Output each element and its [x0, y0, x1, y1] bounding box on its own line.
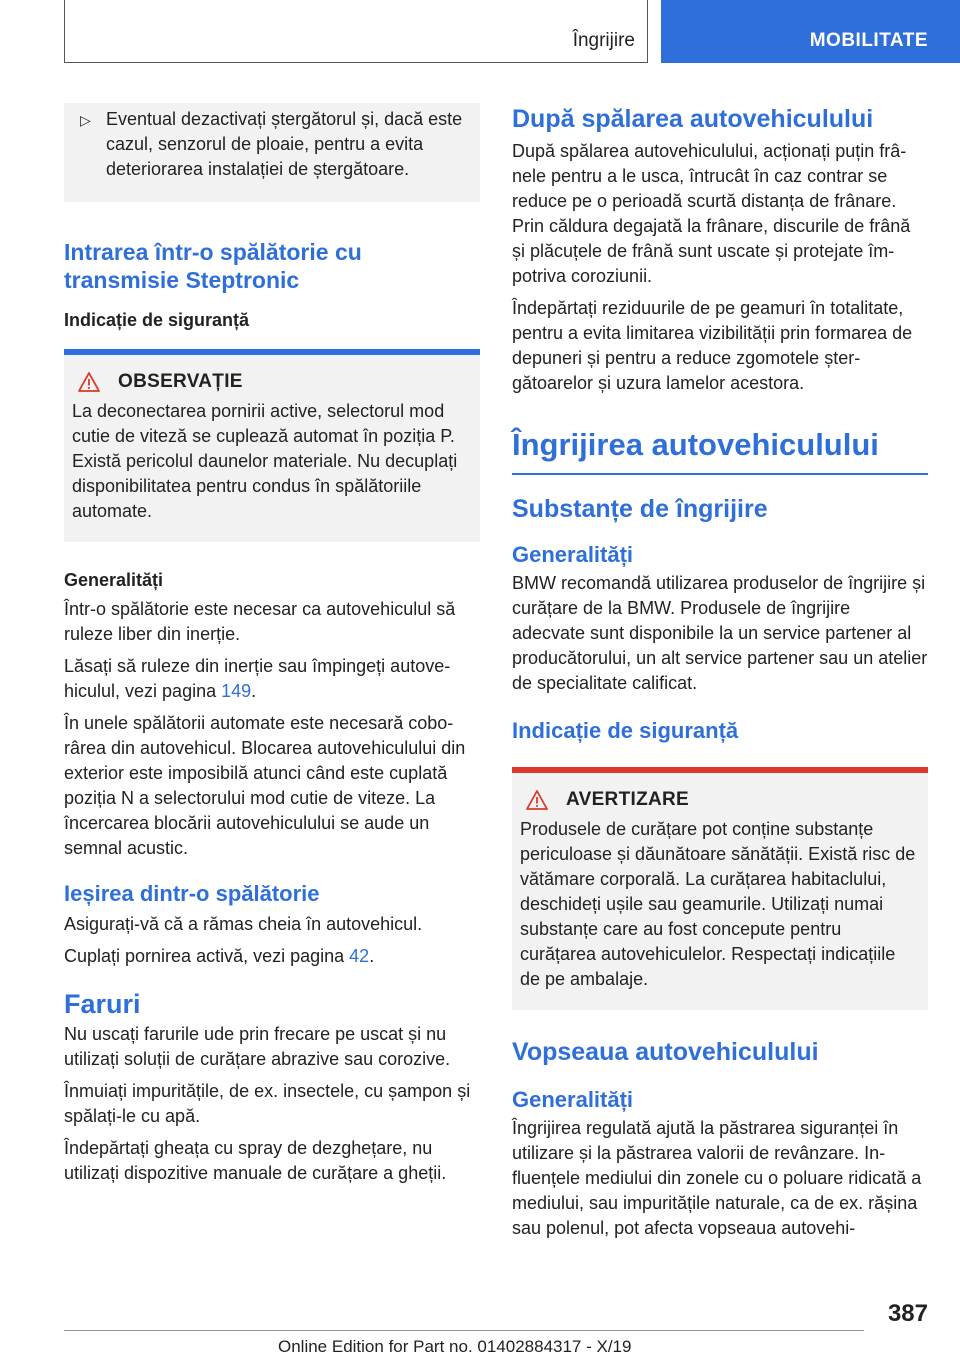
paragraph: Asigurați-vă că a rămas cheia în autovehicul. [64, 914, 423, 934]
heading-after-wash: După spălarea autovehiculului [512, 105, 874, 133]
paragraph: După spălarea autovehiculului, acționați puțin frânele pentru a le usca, întrucât în caz contrar se reduce pe o perioadă scurtă distanța de frânare. Prin căldura degajată la frânare, discurile de frână și plăcuțele de frână sunt uscate și protejate împotriva coroziunii. [512, 141, 911, 286]
footer-edition: Online Edition for Part no. 01402884317 - X/19 [278, 1337, 632, 1356]
header-section-title: Îngrijire [572, 30, 635, 51]
header-chapter-tab[interactable] [661, 0, 960, 63]
safety-label: Indicație de siguranță [64, 310, 250, 330]
warning-text: Produsele de curățare pot conține substanțe periculoase și dăunătoare sănătății. Există risc de vătămare corporală. La curățarea habitaclului, deschideți ușile sau geamurile. Utilizați numai substanțe care au fost concepute pentru curățarea autovehiculelor. Respectați indicațiile de pe ambalaje. [520, 819, 916, 989]
paragraph: Înmuiați impuritățile, de ex. insectele, cu șampon și spălați-le cu apă. [64, 1081, 471, 1126]
heading-vehicle-care: Îngrijirea autovehiculului [512, 427, 879, 462]
bullet-box [64, 103, 480, 202]
page-number: 387 [887, 1300, 928, 1327]
paragraph: Îndepărtați gheața cu spray de dezghețare, nu utilizați dispozitive manuale de curățare a gheții. [64, 1138, 447, 1183]
notice-text: La deconectarea pornirii active, selectorul mod cutie de viteză se cuplează automat în poziția P. Există pericolul daunelor materiale. Nu decuplați disponibilitatea pentru condus în spălătoriile automate. [72, 401, 458, 521]
warning-box [512, 767, 928, 1010]
paragraph: Îngrijirea regulată ajută la păstrarea siguranței în utilizare și la păstrarea valorii de revânzare. Influențele mediului din zonele cu o poluare ridicată a mediului, sau impuritățile naturale, ca de ex. rășina sau polenul, pot afecta vopseaua autovehi- [512, 1118, 922, 1238]
heading-safety: Indicație de siguranță [512, 718, 739, 743]
footer-divider [64, 1330, 864, 1331]
header-chapter-title: MOBILITATE [809, 30, 928, 51]
heading-headlights: Faruri [64, 989, 141, 1019]
paragraph: BMW recomandă utilizarea produselor de îngrijire și curățare de la BMW. Produsele de îngrijire adecvate sunt disponibile la un service partener al producătorului, un alt service partener sau un atelier de specialitate calificat. [512, 573, 928, 693]
heading-car-wash-steptronic: Intrarea într-o spălătorie cu transmisie Steptronic [64, 239, 362, 293]
heading-exit-car-wash: Ieșirea dintr-o spălătorie [64, 881, 320, 906]
paragraph: Într-o spălătorie este necesar ca autovehiculul să ruleze liber din inerție. [64, 599, 456, 644]
right-column [512, 103, 928, 1248]
paragraph: Cuplați pornirea activă, vezi pagina 42. [64, 946, 375, 966]
heading-paint: Vopseaua autovehiculului [512, 1038, 819, 1066]
heading-general: Generalități [512, 1087, 634, 1112]
header-section-box [64, 0, 648, 63]
warning-title: AVERTIZARE [566, 789, 689, 810]
page-link-42[interactable]: 42 [349, 946, 370, 966]
paragraph: Nu uscați farurile ude prin frecare pe uscat și nu utilizați soluții de curățare abrazive sau corozive. [64, 1024, 451, 1069]
heading-care-products: Substanțe de îngrijire [512, 495, 768, 523]
notice-title: OBSERVAȚIE [118, 371, 243, 392]
left-column [64, 103, 480, 1193]
bullet-text: Eventual dezactivați ștergătorul și, dacă este cazul, senzorul de ploaie, pentru a evita deteriorarea instalației de ștergătoare. [106, 109, 463, 179]
page-link-149[interactable]: 149 [221, 681, 252, 701]
heading-general: Generalități [512, 542, 634, 567]
notice-box [64, 349, 480, 542]
bullet-item [80, 107, 464, 182]
paragraph: Îndepărtați reziduurile de pe geamuri în totalitate, pentru a evita limitarea vizibilității prin formarea de depuneri și pentru a reduce zgomotele ștergătoarelor și uzura lamelor acestora. [512, 298, 913, 393]
triangle-bullet-icon: ▷ [80, 112, 91, 128]
paragraph: Lăsați să ruleze din inerție sau împingeți autovehiculul, vezi pagina 149. [64, 656, 451, 701]
chapter-heading-wrap [512, 425, 928, 475]
warning-triangle-icon [78, 372, 100, 392]
paragraph: În unele spălătorii automate este necesară coborârea din autovehicul. Blocarea autovehiculului din exterior este imposibilă atunci când este cuplată poziția N a selectorului mod cutie de viteze. La încercarea blocării autovehiculului se aude un semnal acustic. [64, 713, 466, 858]
warning-triangle-icon [526, 790, 548, 810]
general-label: Generalități [64, 570, 164, 590]
